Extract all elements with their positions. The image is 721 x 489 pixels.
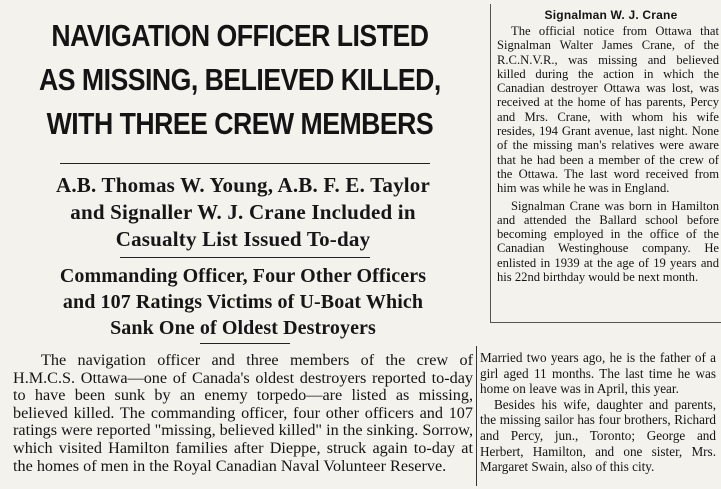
rule-under-first-deck (120, 257, 370, 258)
right-paragraph-2: Besides his wife, daughter and parents, the missing sailor has four brothers, Richard and Percy, jun., Toronto; George and Herbert, Hamilton, and one sister, Mrs. Margaret Swain, also of this city. (480, 396, 716, 475)
deck1-line-3: Casualty List Issued To-day (115, 227, 371, 251)
sidebar-box (490, 4, 721, 323)
first-deck (10, 172, 476, 253)
right-column-continuation (480, 350, 716, 475)
sidebar-text (497, 24, 719, 284)
sidebar-paragraph-2: Signalman Crane was born in Hamilton and attended the Ballard school before becoming employed in the office of the Canadian Westinghouse company. He enlisted in 1939 at the age of 19 years and his 22nd birthday would be next month. (497, 198, 719, 285)
headline-line-1: NAVIGATION OFFICER LISTED (51, 18, 429, 53)
headline-line-3: WITH THREE CREW MEMBERS (46, 106, 434, 141)
deck2-line-1: Commanding Officer, Four Other Officers (59, 265, 427, 287)
lead-article-body (13, 352, 473, 475)
deck1-line-2: and Signaller W. J. Crane Included in (70, 200, 416, 224)
rule-under-headline (60, 163, 430, 164)
second-deck (10, 263, 476, 341)
sidebar-title: Signalman W. J. Crane (544, 8, 678, 22)
deck2-line-3: Sank One of Oldest Destroyers (110, 317, 376, 339)
main-headline (6, 14, 474, 146)
sidebar-paragraph-1: The official notice from Ottawa that Signalman Walter James Crane, of the R.C.N.V.R., was missing and believed killed during the action in which the Canadian destroyer Ottawa was lost, was received at the home of has parents, Percy and Mrs. Crane, with whom his wife resides, 194 Grant avenue, last night. None of the missing man's relatives were aware that he had been a member of the crew of the Ottawa. The last word received from him was while he was in England. (497, 24, 719, 196)
deck1-line-1: A.B. Thomas W. Young, A.B. F. E. Taylor (55, 173, 431, 197)
deck2-line-2: and 107 Ratings Victims of U-Boat Which (62, 291, 424, 313)
column-divider (476, 346, 477, 486)
headline-line-2: AS MISSING, BELIEVED KILLED, (39, 62, 441, 97)
lead-paragraph: The navigation officer and three members of the crew of H.M.C.S. Ottawa—one of Canada's oldest destroyers reported to-day to have been sunk by an enemy torpedo—are listed as missing, believed killed. The commanding officer, four other officers and 107 ratings were reported "missing, believed killed" in the sinking. Sorrow, which visited Hamilton families after Dieppe, struck again to-day at the homes of men in the Royal Canadian Naval Volunteer Reserve. (13, 351, 473, 475)
rule-under-second-deck (200, 343, 290, 344)
right-paragraph-1: Married two years ago, he is the father of a girl aged 11 months. The last time he was home on leave was in April, this year. (480, 350, 716, 397)
